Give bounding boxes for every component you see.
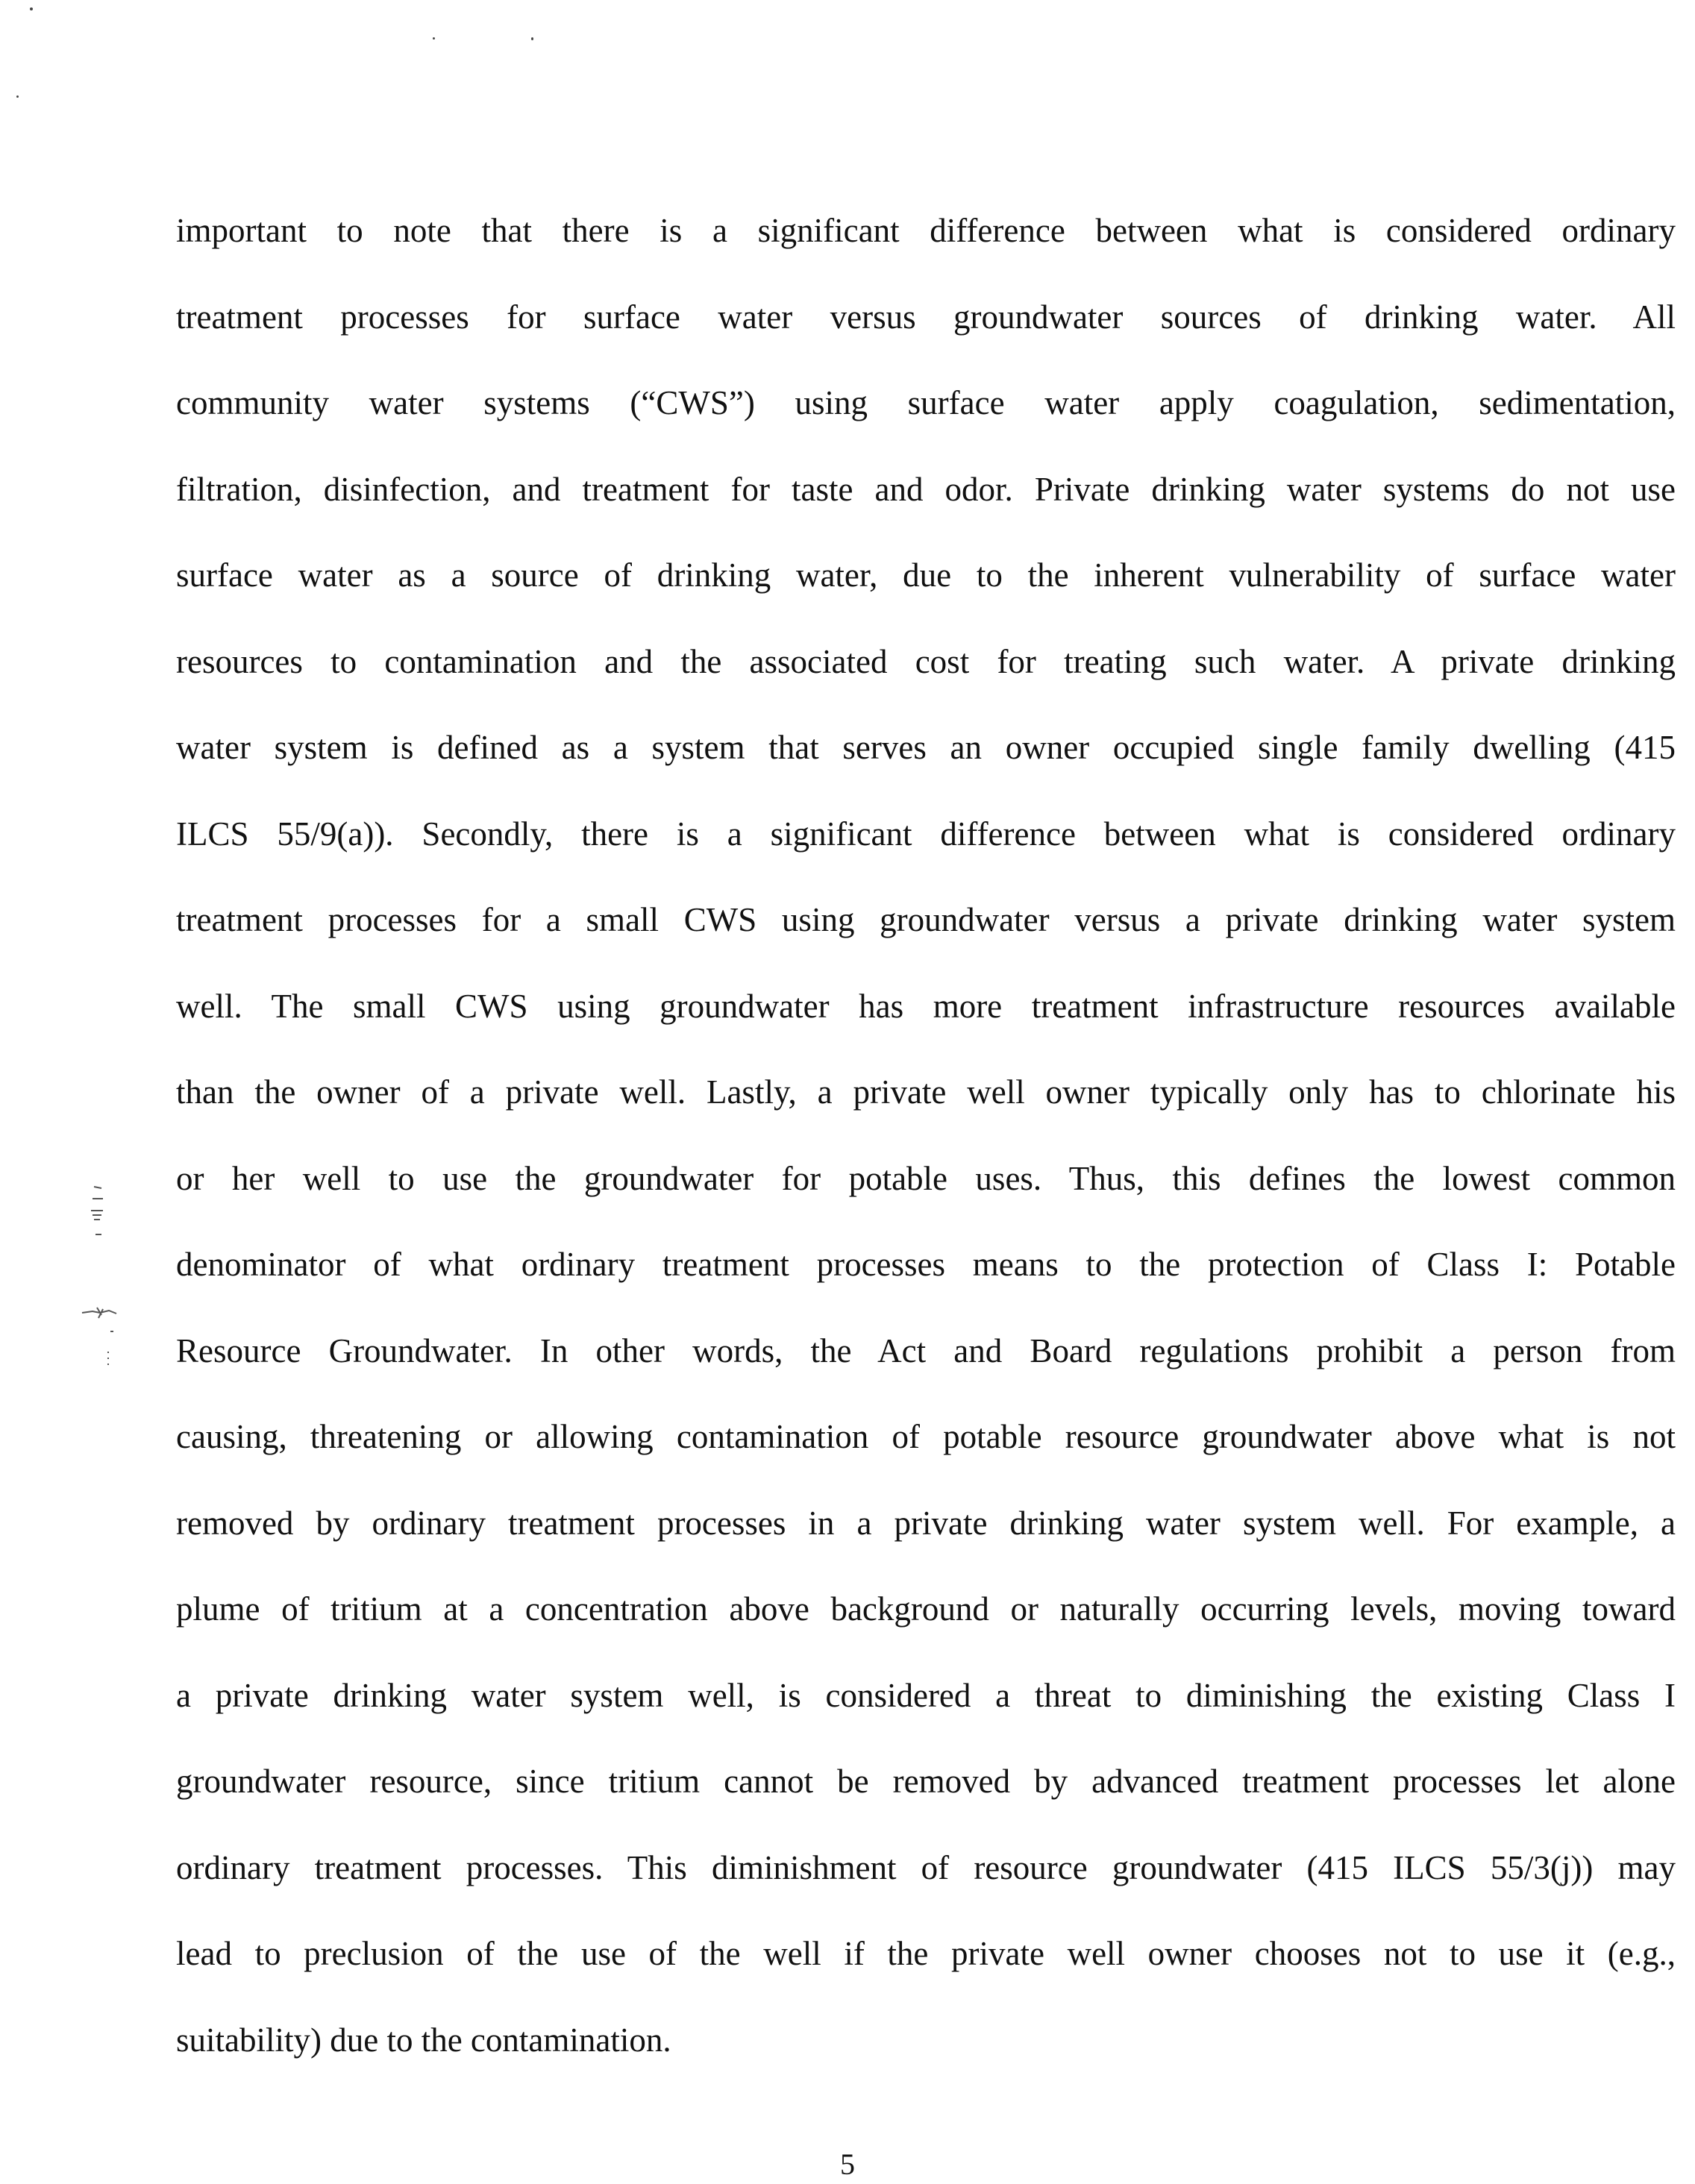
text-line: ILCS 55/9(a)). Secondly, there is a significant difference between what is considered ordinary xyxy=(176,815,1676,853)
body-text xyxy=(176,188,1676,2083)
text-line: water system is defined as a system that serves an owner occupied single family dwelling (415 xyxy=(176,729,1676,766)
scan-speck xyxy=(531,37,533,40)
text-line: or her well to use the groundwater for potable uses. Thus, this defines the lowest common xyxy=(176,1159,1676,1197)
scan-speck xyxy=(30,7,33,10)
text-line: removed by ordinary treatment processes in a private drinking water system well. For example, a xyxy=(176,1504,1676,1542)
text-line: denominator of what ordinary treatment processes means to the protection of Class I: Potable xyxy=(176,1246,1676,1283)
text-line: than the owner of a private well. Lastly, a private well owner typically only has to chlorinate his xyxy=(176,1073,1676,1111)
text-line: a private drinking water system well, is considered a threat to diminishing the existing Class I xyxy=(176,1676,1676,1714)
margin-scan-artifact xyxy=(81,1182,133,1369)
page-number: 5 xyxy=(840,2147,855,2181)
text-line: causing, threatening or allowing contamination of potable resource groundwater above what is not xyxy=(176,1418,1676,1455)
text-line: resources to contamination and the associated cost for treating such water. A private drinking xyxy=(176,642,1676,680)
text-line: treatment processes for a small CWS using groundwater versus a private drinking water system xyxy=(176,901,1676,938)
text-line: suitability) due to the contamination. xyxy=(176,2021,671,2059)
text-line: filtration, disinfection, and treatment for taste and odor. Private drinking water systems do not use xyxy=(176,470,1676,508)
text-line: Resource Groundwater. In other words, the Act and Board regulations prohibit a person from xyxy=(176,1331,1676,1369)
text-line: plume of tritium at a concentration above background or naturally occurring levels, moving toward xyxy=(176,1590,1676,1628)
scan-speck xyxy=(433,37,435,40)
text-line: important to note that there is a significant difference between what is considered ordinary xyxy=(176,212,1676,249)
scan-speck xyxy=(16,95,19,98)
text-line: community water systems (“CWS”) using surface water apply coagulation, sedimentation, xyxy=(176,384,1676,421)
text-line: ordinary treatment processes. This diminishment of resource groundwater (415 ILCS 55/3(j)) may xyxy=(176,1848,1676,1886)
text-line: lead to preclusion of the use of the well if the private well owner chooses not to use it (e.g., xyxy=(176,1935,1676,1972)
text-line: treatment processes for surface water versus groundwater sources of drinking water. All xyxy=(176,298,1676,336)
text-line: well. The small CWS using groundwater has more treatment infrastructure resources available xyxy=(176,987,1676,1025)
text-line: groundwater resource, since tritium cannot be removed by advanced treatment processes let alone xyxy=(176,1763,1676,1800)
text-line: surface water as a source of drinking water, due to the inherent vulnerability of surface water xyxy=(176,556,1676,594)
